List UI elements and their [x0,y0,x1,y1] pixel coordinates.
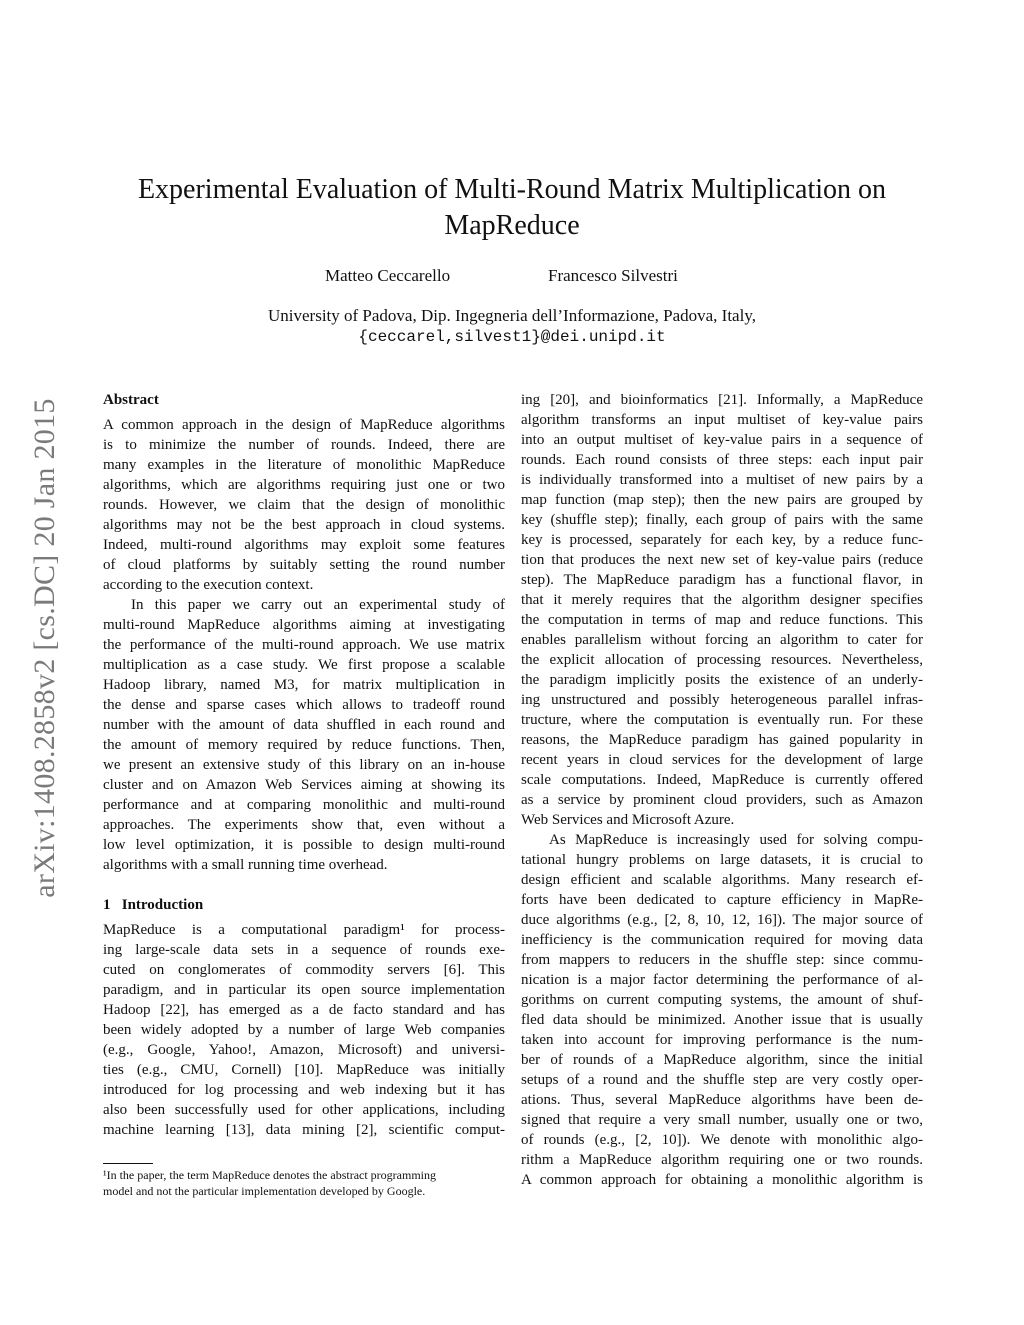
text-line: gorithms on current computing systems, the amount of shuf- [521,992,923,1008]
text-line: rounds. However, we claim that the design of monolithic [103,497,505,513]
arxiv-stamp: arXiv:1408.2858v2 [cs.DC] 20 Jan 2015 [28,398,61,898]
text-line: is to minimize the number of rounds. Indeed, there are [103,437,505,453]
text-line: tructure, where the computation is eventually run. For these [521,712,923,728]
text-line: the amount of memory required by reduce functions. Then, [103,737,505,753]
text-line: In this paper we carry out an experimental study of [131,597,505,613]
text-line: ations. Thus, several MapReduce algorithms have been de- [521,1092,923,1108]
author-2: Francesco Silvestri [548,266,678,285]
text-line: fled data should be minimized. Another issue that is usually [521,1012,923,1028]
text-line: been widely adopted by a number of large Web companies [103,1022,505,1038]
text-line: the performance of the multi-round approach. We use matrix [103,637,505,653]
text-line: ties (e.g., CMU, Cornell) [10]. MapReduce was initially [103,1062,505,1078]
text-line: approaches. The experiments show that, even without a [103,817,505,833]
text-line: nication is a major factor determining the performance of al- [521,972,923,988]
text-line: Web Services and Microsoft Azure. [521,812,735,828]
abstract-paragraph-1 [103,415,505,595]
text-line: tion that produces the next new set of key-value pairs (reduce [521,552,923,568]
text-line: Hadoop [22], has emerged as a de facto standard and has [103,1002,505,1018]
paper-title-line-2: MapReduce [444,210,580,241]
text-line: enables parallelism without forcing an algorithm to cater for [521,632,923,648]
text-line: scale computations. Indeed, MapReduce is currently offered [521,772,923,788]
footnote-rule [103,1163,153,1164]
text-line: cluster and on Amazon Web Services aiming at showing its [103,777,505,793]
text-line: as a service by prominent cloud providers, such as Amazon [521,792,923,808]
text-line: Indeed, multi-round algorithms may exploit some features [103,537,505,553]
text-line: multi-round MapReduce algorithms aiming at investigating [103,617,505,633]
paper-title-line-1: Experimental Evaluation of Multi-Round Matrix Multiplication on [137,174,887,205]
text-line: A common approach in the design of MapReduce algorithms [103,417,505,433]
text-line: key is processed, separately for each key, by a reduce func- [521,532,923,548]
text-line: algorithms, which are algorithms requiring just one or two [103,477,505,493]
text-line: signed that require a very small number, usually one or two, [521,1112,923,1128]
text-line: many examples in the literature of monolithic MapReduce [103,457,505,473]
text-line: is individually transformed into a multiset of new pairs by a [521,472,923,488]
text-line: setups of a round and the shuffle step are very costly oper- [521,1072,923,1088]
text-line: the paradigm implicitly posits the existence of an underly- [521,672,923,688]
text-line: from mappers to reducers in the shuffle step: since commu- [521,952,923,968]
text-line: ing [20], and bioinformatics [21]. Informally, a MapReduce [521,392,923,408]
text-line: forts have been dedicated to capture efficiency in MapRe- [521,892,923,908]
footnote-line: model and not the particular implementation developed by Google. [103,1184,426,1198]
text-line: recent years in cloud services for the development of large [521,752,923,768]
section-heading-introduction: 1 Introduction [103,897,204,913]
text-line: performance and at comparing monolithic and multi-round [103,797,505,813]
text-line: MapReduce is a computational paradigm¹ for process- [103,922,505,938]
text-line: step). The MapReduce paradigm has a functional flavor, in [521,572,923,588]
text-line: key (shuffle step); finally, each group of pairs with the same [521,512,923,528]
text-line: according to the execution context. [103,577,314,593]
text-line: we present an extensive study of this library on an in-house [103,757,505,773]
text-line: algorithms with a small running time overhead. [103,857,388,873]
affiliation: University of Padova, Dip. Ingegneria dell’Informazione, Padova, Italy, [268,306,756,325]
text-line: rounds. Each round consists of three steps: each input pair [521,452,923,468]
footnote-line: ¹In the paper, the term MapReduce denotes the abstract programming [103,1168,436,1182]
footnote [103,1167,505,1199]
text-line: of rounds (e.g., [2, 10]). We denote with monolithic algo- [521,1132,923,1148]
text-line: inefficiency is the communication required for moving data [521,932,923,948]
text-line: multiplication as a case study. We first propose a scalable [103,657,505,673]
text-line: tational hungry problems on large datasets, it is crucial to [521,852,923,868]
text-line: As MapReduce is increasingly used for solving compu- [549,832,923,848]
text-line: taken into account for improving performance is the num- [521,1032,923,1048]
text-line: reasons, the MapReduce paradigm has gained popularity in [521,732,923,748]
text-line: number with the amount of data shuffled in each round and [103,717,505,733]
text-line: duce algorithms (e.g., [2, 8, 10, 12, 16]). The major source of [521,912,923,928]
text-line: introduced for log processing and web indexing but it has [103,1082,505,1098]
text-line: Hadoop library, named M3, for matrix multiplication in [103,677,505,693]
text-line: algorithms may not be the best approach in cloud systems. [103,517,505,533]
text-line: ing large-scale data sets in a sequence of rounds exe- [103,942,505,958]
author-email: {ceccarel,silvest1}@dei.unipd.it [358,328,666,346]
intro-paragraph-left [103,920,505,1140]
abstract-paragraph-2 [103,595,505,875]
text-line: also been successfully used for other applications, including [103,1102,505,1118]
text-line: machine learning [13], data mining [2], scientific comput- [103,1122,505,1138]
text-line: that it merely requires that the algorithm designer specifies [521,592,923,608]
text-line: the dense and sparse cases which allows to tradeoff round [103,697,505,713]
text-line: paradigm, and in particular its open source implementation [103,982,505,998]
text-line: low level optimization, it is possible to design multi-round [103,837,505,853]
text-line: the computation in terms of map and reduce functions. This [521,612,923,628]
intro-paragraph-right-2 [521,830,923,1190]
text-line: cuted on conglomerates of commodity servers [6]. This [103,962,505,978]
author-1: Matteo Ceccarello [325,266,451,285]
text-line: A common approach for obtaining a monolithic algorithm is [521,1172,923,1188]
text-line: ber of rounds of a MapReduce algorithm, since the initial [521,1052,923,1068]
text-line: ing unstructured and possibly heterogeneous parallel infras- [521,692,923,708]
abstract-heading: Abstract [103,392,159,408]
text-line: design efficient and scalable algorithms. Many research ef- [521,872,923,888]
text-line: into an output multiset of key-value pairs in a sequence of [521,432,923,448]
text-line: rithm a MapReduce algorithm requiring one or two rounds. [521,1152,923,1168]
text-line: map function (map step); then the new pairs are grouped by [521,492,923,508]
text-line: of cloud platforms by suitably setting the round number [103,557,505,573]
text-line: the explicit allocation of processing resources. Nevertheless, [521,652,923,668]
text-line: algorithm transforms an input multiset of key-value pairs [521,412,923,428]
text-line: (e.g., Google, Yahoo!, Amazon, Microsoft) and universi- [103,1042,505,1058]
intro-paragraph-right-1 [521,390,923,830]
